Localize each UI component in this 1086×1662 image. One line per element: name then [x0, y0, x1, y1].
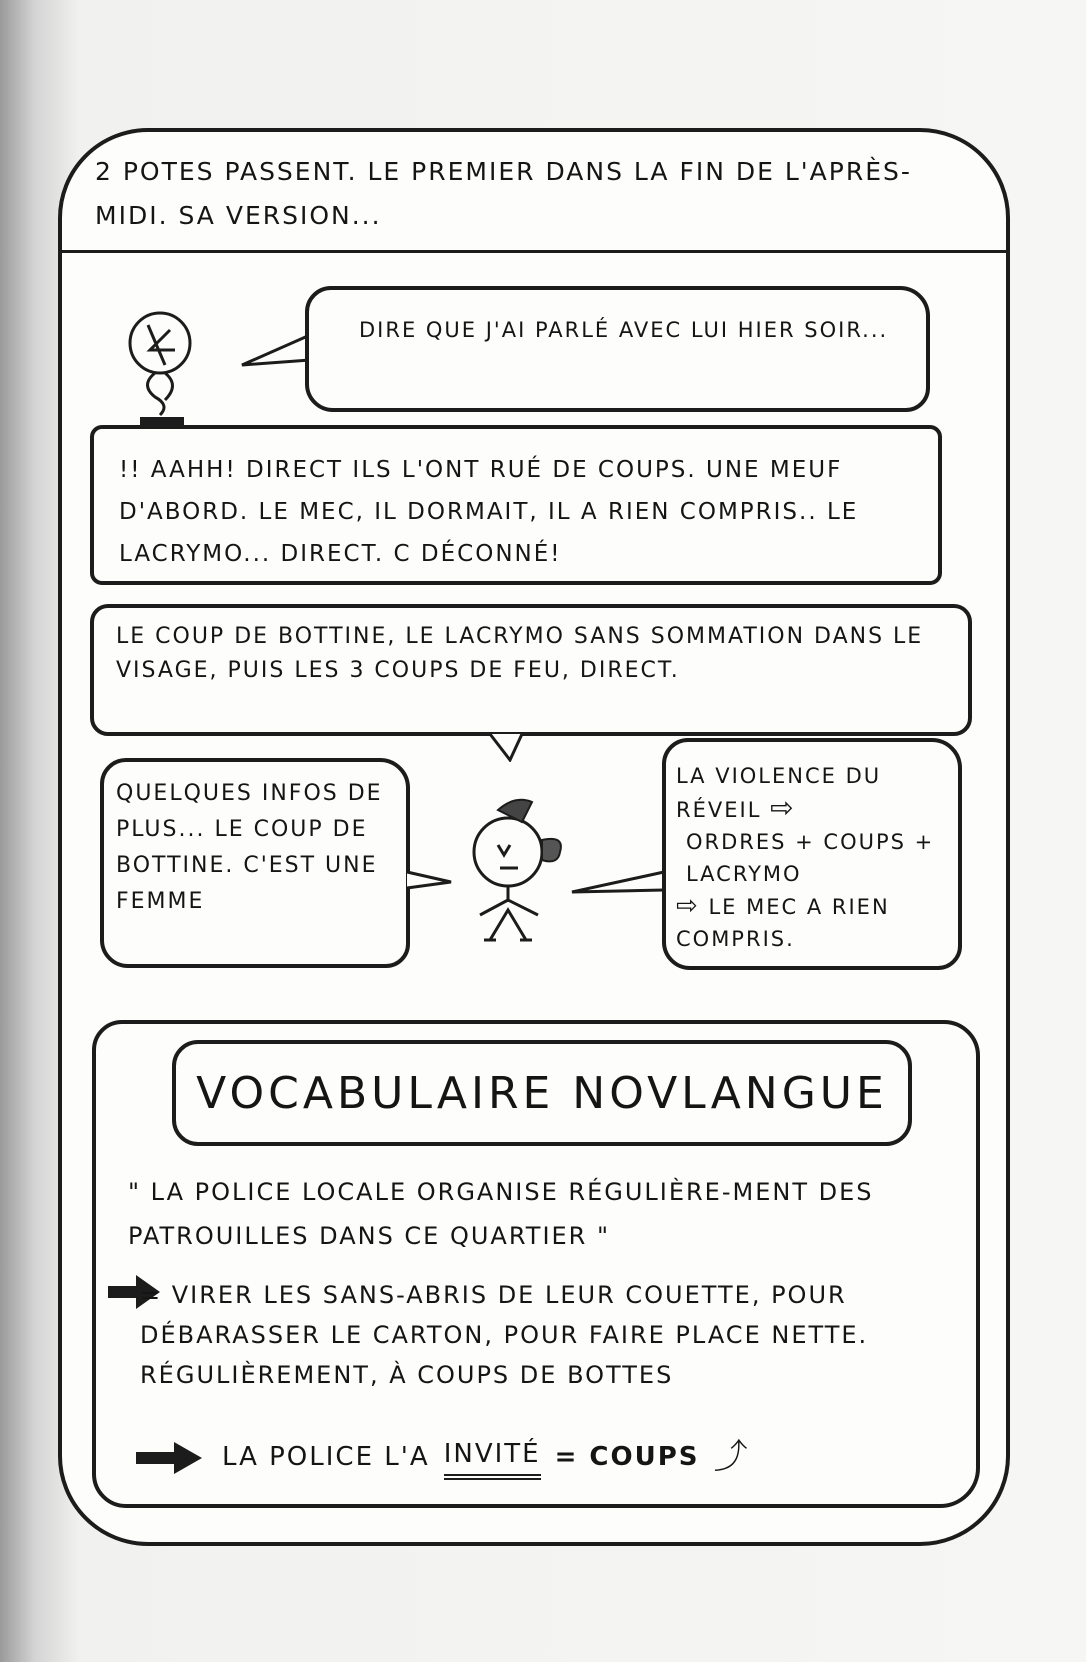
caption-divider [62, 250, 1006, 253]
speech-bubble-1-text: DIRE QUE J'AI PARLÉ AVEC LUI HIER SOIR... [359, 318, 889, 342]
speech-bubble-3-text: LE COUP DE BOTTINE, LE LACRYMO SANS SOMMATION DANS LE VISAGE, PUIS LES 3 COUPS DE FEU, DIRECT. [116, 624, 924, 683]
character-1-figure [120, 305, 200, 435]
vocab-title: VOCABULAIRE NOVLANGUE [172, 1040, 912, 1146]
character-2-figure [460, 790, 580, 960]
vocab-quote: " LA POLICE LOCALE ORGANISE RÉGULIÈRE-MENT DES PATROUILLES DANS CE QUARTIER " [128, 1178, 874, 1250]
conclusion-prefix: LA POLICE L'A [222, 1442, 430, 1472]
panel-caption: 2 POTES PASSENT. LE PREMIER DANS LA FIN DE L'APRÈS-MIDI. SA VERSION... [95, 157, 912, 230]
bubble-5-line-3: ⇨ LE MEC A RIEN COMPRIS. [676, 891, 890, 951]
bubble-5-line-1: LA VIOLENCE DU RÉVEIL ⇨ [676, 764, 882, 824]
bubble-1-tail [240, 330, 312, 370]
bubble-3-tail [488, 732, 528, 762]
curved-arrow-icon: ⤴ [713, 1437, 750, 1477]
vocab-conclusion [222, 1434, 1022, 1480]
bubble-5-tail [570, 868, 666, 898]
bubble-4-tail [405, 868, 455, 892]
conclusion-word: INVITÉ [444, 1434, 541, 1480]
speech-bubble-1 [305, 286, 930, 412]
speech-bubble-3 [90, 604, 972, 736]
vocab-explanation: = VIRER LES SANS-ABRIS DE LEUR COUETTE, POUR DÉBARASSER LE CARTON, POUR FAIRE PLACE NETTE. RÉGULIÈREMENT, À COUPS DE BOTTES [140, 1281, 869, 1389]
speech-bubble-2-text: !! AAHH! DIRECT ILS L'ONT RUÉ DE COUPS. UNE MEUF D'ABORD. LE MEC, IL DORMAIT, IL A RIEN COMPRIS.. LE LACRYMO... DIRECT. C DÉCONNÉ! [119, 457, 859, 567]
speech-bubble-4-text: QUELQUES INFOS DE PLUS... LE COUP DE BOTTINE. C'EST UNE FEMME [116, 781, 383, 914]
speech-bubble-5-text [676, 760, 961, 955]
speech-bubble-5 [662, 738, 962, 970]
hollow-arrow-icon: ⇨ [676, 891, 700, 921]
speech-bubble-2 [90, 425, 942, 585]
speech-bubble-4 [100, 758, 410, 968]
bubble-5-line-2: ORDRES + COUPS + LACRYMO [686, 830, 935, 886]
conclusion-suffix: = COUPS [554, 1442, 700, 1472]
right-arrow-icon [134, 1440, 204, 1476]
hollow-arrow-icon: ⇨ [770, 791, 796, 824]
